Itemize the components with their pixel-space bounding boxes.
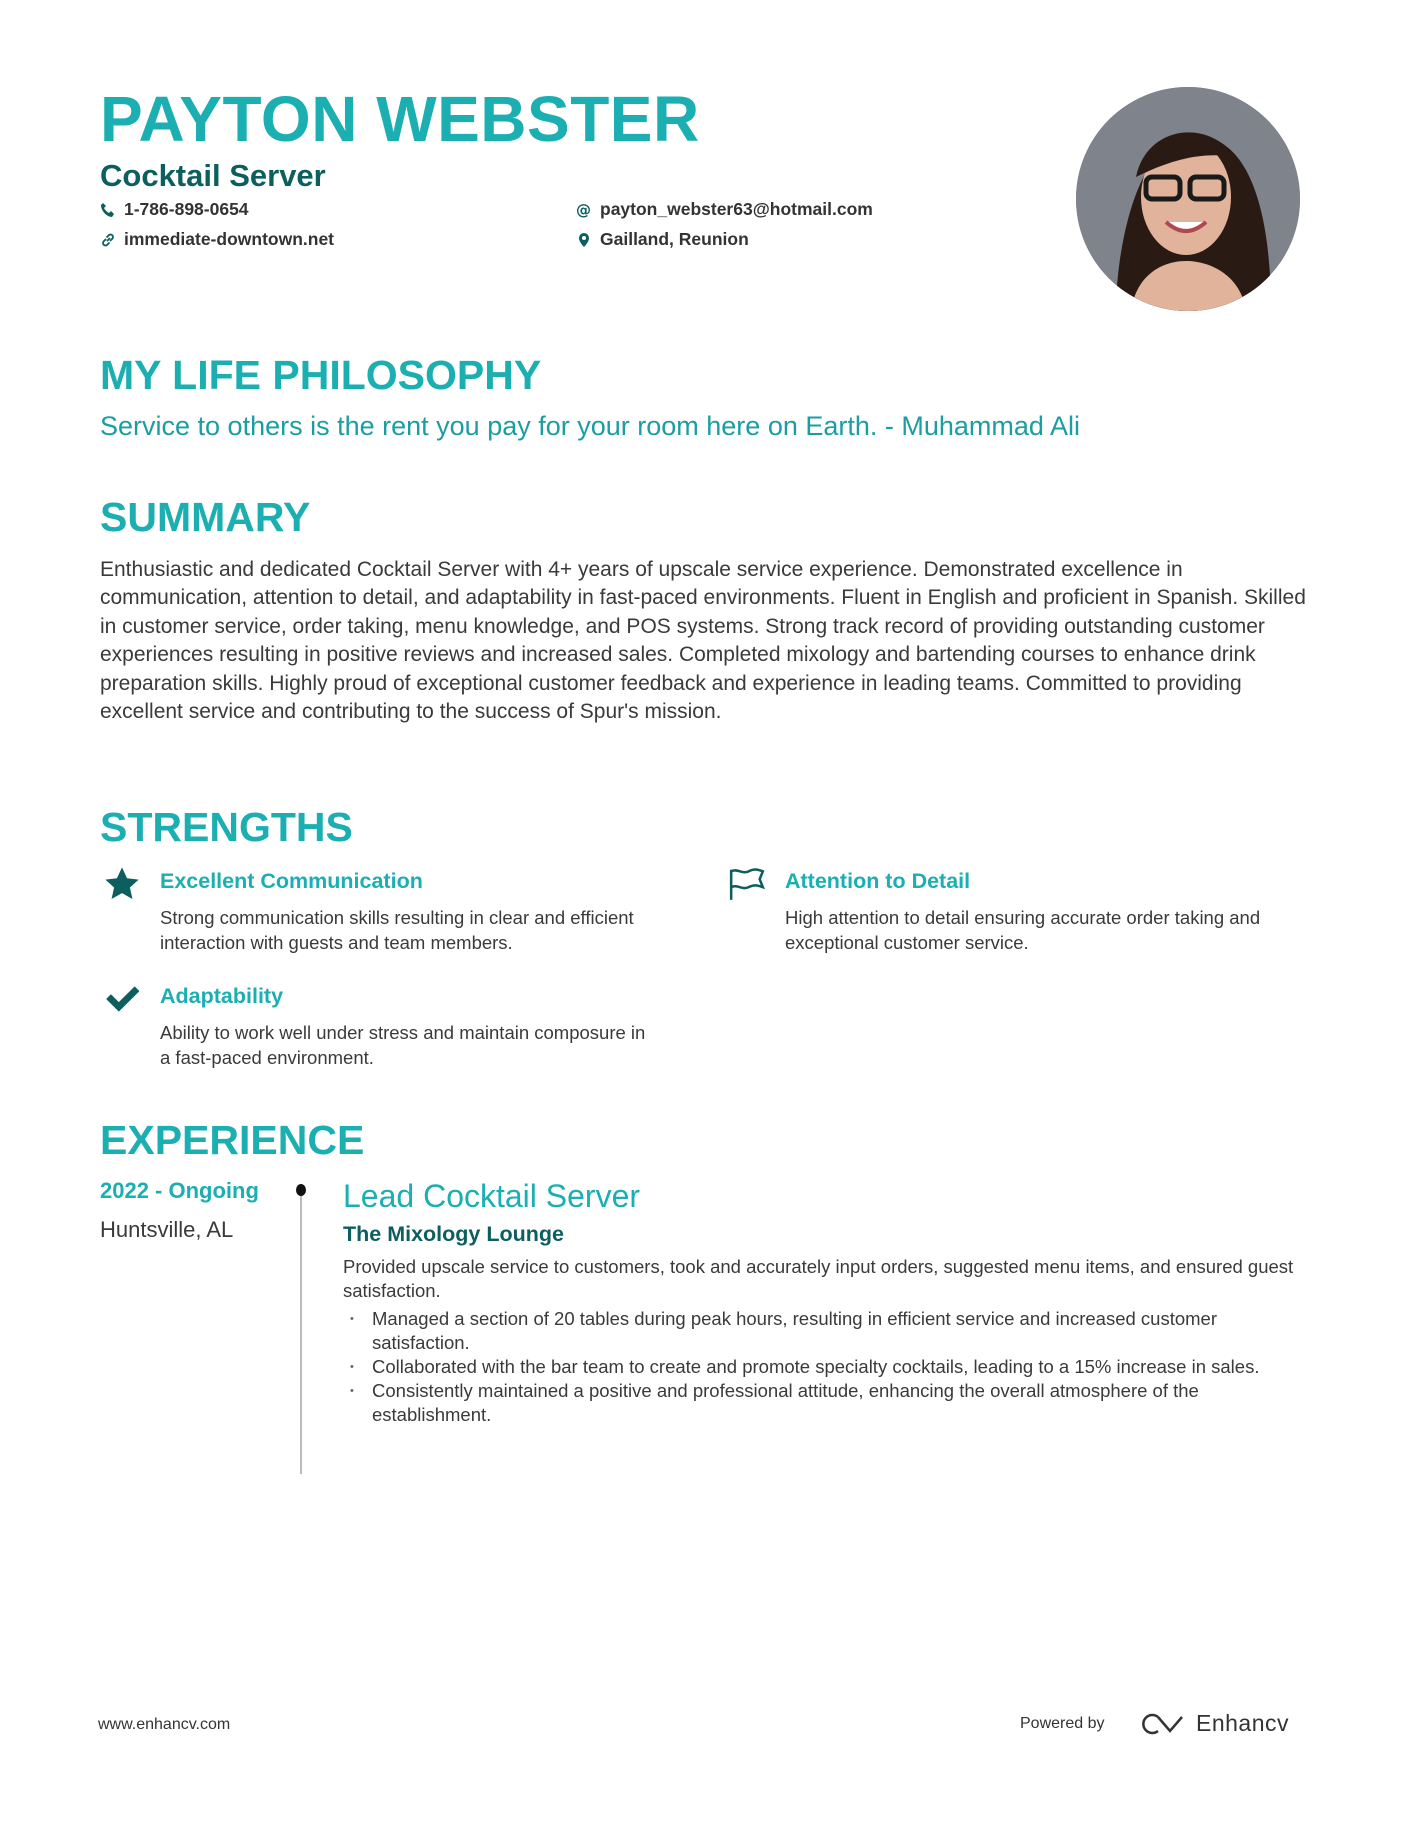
location-text: Gailland, Reunion: [600, 229, 749, 249]
strength-desc: High attention to detail ensuring accurate order taking and exceptional customer service.: [785, 907, 1261, 953]
company-name: The Mixology Lounge: [343, 1222, 564, 1246]
flag-icon: [728, 865, 766, 908]
timeline-line: [300, 1192, 302, 1474]
link-icon: [100, 232, 116, 248]
summary-text: Enthusiastic and dedicated Cocktail Server with 4+ years of upscale service experience. Demonstrated excellence in communication, attention to detail, and adaptability in fast-paced environments. Fluent in English and proficient in Spanish. Skilled in customer service, order taking, menu knowledge, and POS systems. Strong track record of providing outstanding customer experiences resulting in positive reviews and increased sales. Completed mixology and bartending courses to enhance drink preparation skills. Highly proud of exceptional customer feedback and experience in leading teams. Committed to providing excellent service and contributing to the success of Spur's mission.: [100, 558, 1306, 724]
footer-website[interactable]: www.enhancv.com: [98, 1716, 231, 1733]
list-item: • Managed a section of 20 tables during peak hours, resulting in efficient service and increased customer satisfaction.: [343, 1307, 1303, 1355]
enhancv-logo[interactable]: [1138, 1710, 1289, 1737]
svg-text:@: @: [576, 201, 591, 218]
website-link[interactable]: immediate-downtown.net: [124, 229, 334, 249]
phone-text: 1-786-898-0654: [124, 199, 249, 219]
star-icon: [103, 865, 141, 908]
location-pin-icon: [576, 232, 592, 248]
strengths-heading: STRENGTHS: [100, 804, 353, 850]
strength-item: [785, 869, 1285, 955]
enhancv-logo-icon: [1138, 1711, 1186, 1737]
philosophy-heading: MY LIFE PHILOSOPHY: [100, 352, 542, 398]
timeline-dot: [296, 1184, 306, 1196]
profile-photo: [1076, 87, 1300, 311]
portrait-image: [1076, 87, 1300, 311]
summary-heading: SUMMARY: [100, 494, 311, 540]
list-item: • Consistently maintained a positive and professional attitude, enhancing the overall atmosphere of the establishment.: [343, 1379, 1303, 1427]
list-item: • Collaborated with the bar team to create and promote specialty cocktails, leading to a 15% increase in sales.: [343, 1355, 1303, 1379]
email-contact[interactable]: [576, 199, 873, 220]
job-description: Provided upscale service to customers, took and accurately input orders, suggested menu items, and ensured guest satisfaction.: [343, 1256, 1294, 1301]
philosophy-quote: Service to others is the rent you pay for your room here on Earth. - Muhammad Ali: [100, 411, 1080, 441]
powered-by-label: Powered by: [1020, 1715, 1105, 1732]
website-contact[interactable]: [100, 229, 334, 250]
experience-heading: EXPERIENCE: [100, 1117, 365, 1163]
strength-item: [160, 984, 660, 1070]
job-role: Lead Cocktail Server: [343, 1178, 641, 1214]
strength-desc: Ability to work well under stress and maintain composure in a fast-paced environment.: [160, 1022, 646, 1068]
job-title: Cocktail Server: [100, 158, 326, 193]
check-icon: [103, 980, 141, 1023]
phone-contact: [100, 199, 249, 220]
job-location: Huntsville, AL: [100, 1217, 234, 1242]
job-dates: 2022 - Ongoing: [100, 1178, 259, 1203]
brand-name: Enhancv: [1196, 1710, 1290, 1736]
candidate-name: PAYTON WEBSTER: [100, 83, 700, 155]
email-link[interactable]: payton_webster63@hotmail.com: [600, 199, 873, 219]
strength-title: Adaptability: [160, 984, 284, 1008]
strength-item: [160, 869, 660, 955]
at-icon: [576, 202, 592, 218]
strength-title: Excellent Communication: [160, 869, 423, 893]
job-bullets: [343, 1307, 1303, 1427]
phone-icon: [100, 202, 116, 218]
strength-title: Attention to Detail: [785, 869, 971, 893]
location-contact: [576, 229, 749, 250]
strength-desc: Strong communication skills resulting in clear and efficient interaction with guests and team members.: [160, 907, 634, 953]
